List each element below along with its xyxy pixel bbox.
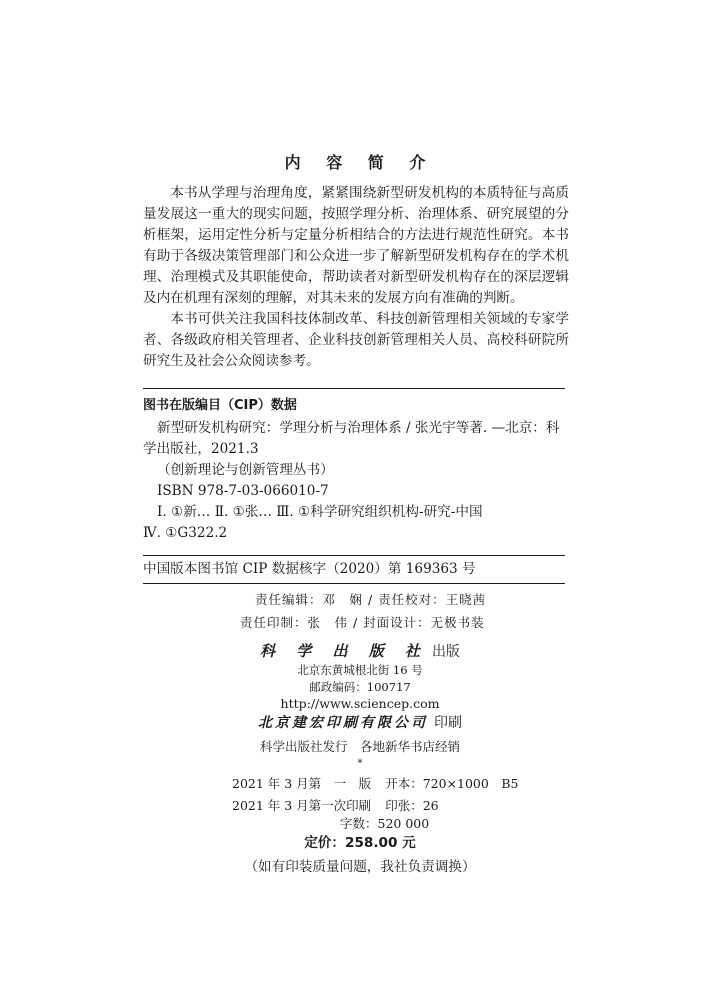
printing-line: [232, 796, 439, 814]
cip-isbn: ISBN 978-7-03-066010-7: [157, 483, 329, 499]
cip-middle-rule: [143, 555, 565, 556]
word-count: 字数：520 000: [340, 816, 430, 831]
cip-title-line-1: 新型研发机构研究：学理分析与治理体系 / 张光宇等著. —北京：科: [157, 420, 560, 436]
cip-approval-number: 中国版本图书馆 CIP 数据核字（2020）第 169363 号: [143, 561, 476, 577]
cip-title-line-2: 学出版社，2021.3: [143, 441, 259, 457]
publisher-address: 北京东黄城根北街 16 号: [297, 663, 423, 677]
publisher-name-logo: 科 学 出 版 社: [260, 642, 428, 660]
cip-top-rule: [143, 388, 565, 389]
summary-body: [143, 183, 569, 372]
summary-paragraph-1: 本书从学理与治理角度，紧紧围绕新型研发机构的本质特征与高质量发展这一重大的现实问题，按照学理分析、治理体系、研究展望的分析框架，运用定性分析与定量分析相结合的方法进行规范性研究。本书有助于各级决策管理部门和公众进一步了解新型研发机构存在的学术机理、治理模式及其职能使命，帮助读者对新型研发机构存在的深层逻辑及内在机理有深刻的理解，对其未来的发展方向有准确的判断。: [143, 185, 569, 306]
distribution-line: 科学出版社发行 各地新华书店经销: [259, 739, 460, 754]
publisher-url: http://www.sciencep.com: [280, 696, 440, 711]
printer-suffix: 印刷: [434, 715, 462, 731]
summary-paragraph-2: 本书可供关注我国科技体制改革、科技创新管理相关领域的专家学者、各级政府相关管理者、企业科技创新管理相关人员、高校科研院所研究生及社会公众阅读参考。: [143, 311, 569, 369]
price: 定价：258.00 元: [304, 835, 416, 851]
print-sheets: 印张：26: [385, 798, 439, 813]
cip-series: （创新理论与创新管理丛书）: [157, 462, 334, 478]
credit-printing-cover: 责任印制：张 伟 / 封面设计：无极书装: [240, 615, 485, 630]
publisher-name-suffix: 出版: [431, 644, 460, 660]
credit-editor-proofreader: 责任编辑：邓 娴 / 责任校对：王晓茜: [255, 592, 487, 607]
cip-classification-line-2: Ⅳ. ①G322.2: [143, 525, 228, 541]
quality-notice: （如有印装质量问题，我社负责调换）: [244, 859, 476, 875]
cip-bottom-rule: [143, 583, 565, 584]
printing-date: 2021 年 3 月第一次印刷: [232, 798, 372, 813]
cip-heading: 图书在版编目（CIP）数据: [143, 398, 297, 413]
cip-classification-line-1: Ⅰ. ①新… Ⅱ. ①张… Ⅲ. ①科学研究组织机构-研究-中国: [157, 504, 483, 520]
format-size: 开本：720×1000 B5: [385, 776, 519, 791]
printer-line: [0, 712, 720, 732]
publisher-line: [0, 640, 720, 661]
edition-line: [232, 774, 518, 792]
separator-star: *: [357, 758, 363, 769]
publisher-postcode: 邮政编码：100717: [309, 680, 411, 694]
cip-block: [143, 395, 567, 544]
printer-name-logo: 北京建宏印刷有限公司: [258, 715, 428, 731]
edition-date: 2021 年 3 月第 一 版: [232, 776, 372, 791]
summary-title: 内 容 简 介: [284, 153, 436, 172]
